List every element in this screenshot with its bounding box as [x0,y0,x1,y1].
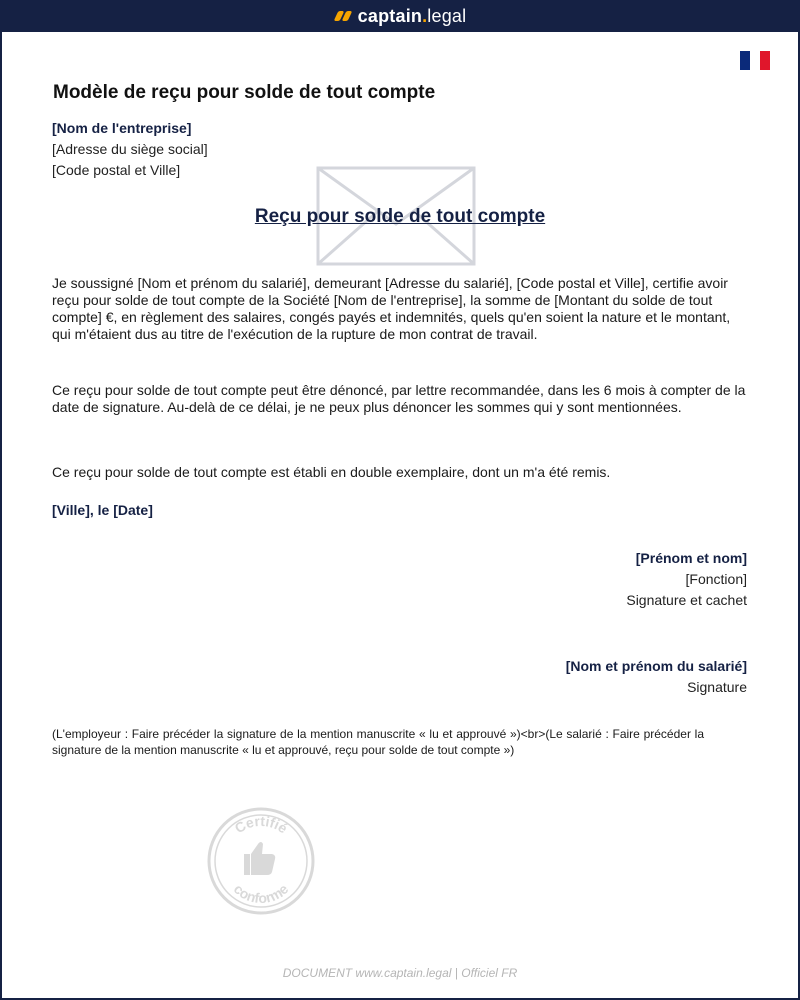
paragraph-certification: Je soussigné [Nom et prénom du salarié], demeurant [Adresse du salarié], [Code postal et Ville], certifie avoir reçu pour solde de tout compte de la Société [Nom de l'entreprise], la somme de [Montant du solde de tout compte] €, en règlement des salaires, congés payés et indemnités, quels qu'en soient la nature et le montant, qui m'étaient dus au titre de l'exécution de la rupture de mon contrat de travail. [52,275,731,342]
employer-signature-block [626,548,747,611]
employer-signature-label: Signature et cachet [626,592,747,608]
french-flag-icon[interactable] [740,51,770,70]
paragraph-duplicate: Ce reçu pour solde de tout compte est établi en double exemplaire, dont un m'a été remis. [52,464,611,480]
employee-signature-block [566,656,747,698]
city-date: [Ville], le [Date] [52,502,153,518]
receipt-title: Reçu pour solde de tout compte [254,206,546,227]
company-postal-city: [Code postal et Ville] [52,162,181,178]
employee-signature-label: Signature [687,679,747,695]
employer-name: [Prénom et nom] [635,550,747,566]
certified-stamp-icon [206,806,316,916]
employer-function: [Fonction] [685,571,747,587]
footer-text: DOCUMENT www.captain.legal | Officiel FR [282,966,518,980]
brand-text [358,6,467,27]
brand-dot: . [422,5,428,26]
brand-logo[interactable] [334,6,467,27]
footnote: (L'employeur : Faire précéder la signature de la mention manuscrite « lu et approuvé »)<br>(Le salarié : Faire précéder la signature de la mention manuscrite « lu et approuvé, reçu pour solde de tout compte ») [52,727,704,757]
svg-text:Certifié [232,813,291,837]
brand-name: captain [357,5,423,26]
top-bar [0,0,800,32]
stamp-top-text: Certifié [231,812,291,837]
brand-mark-icon [334,10,352,22]
page-title: Modèle de reçu pour solde de tout compte [53,82,436,103]
brand-tld: legal [427,5,467,26]
paragraph-denunciation: Ce reçu pour solde de tout compte peut être dénoncé, par lettre recommandée, dans les 6 mois à compter de la date de signature. Au-delà de ce délai, je ne peux plus dénoncer les sommes qui y sont mentionnées. [52,382,746,415]
company-address: [Adresse du siège social] [52,141,208,157]
company-name: [Nom de l'entreprise] [52,120,192,136]
company-block [52,118,208,181]
stamp-bottom-text: conforme [230,880,292,907]
employee-name: [Nom et prénom du salarié] [565,658,747,674]
